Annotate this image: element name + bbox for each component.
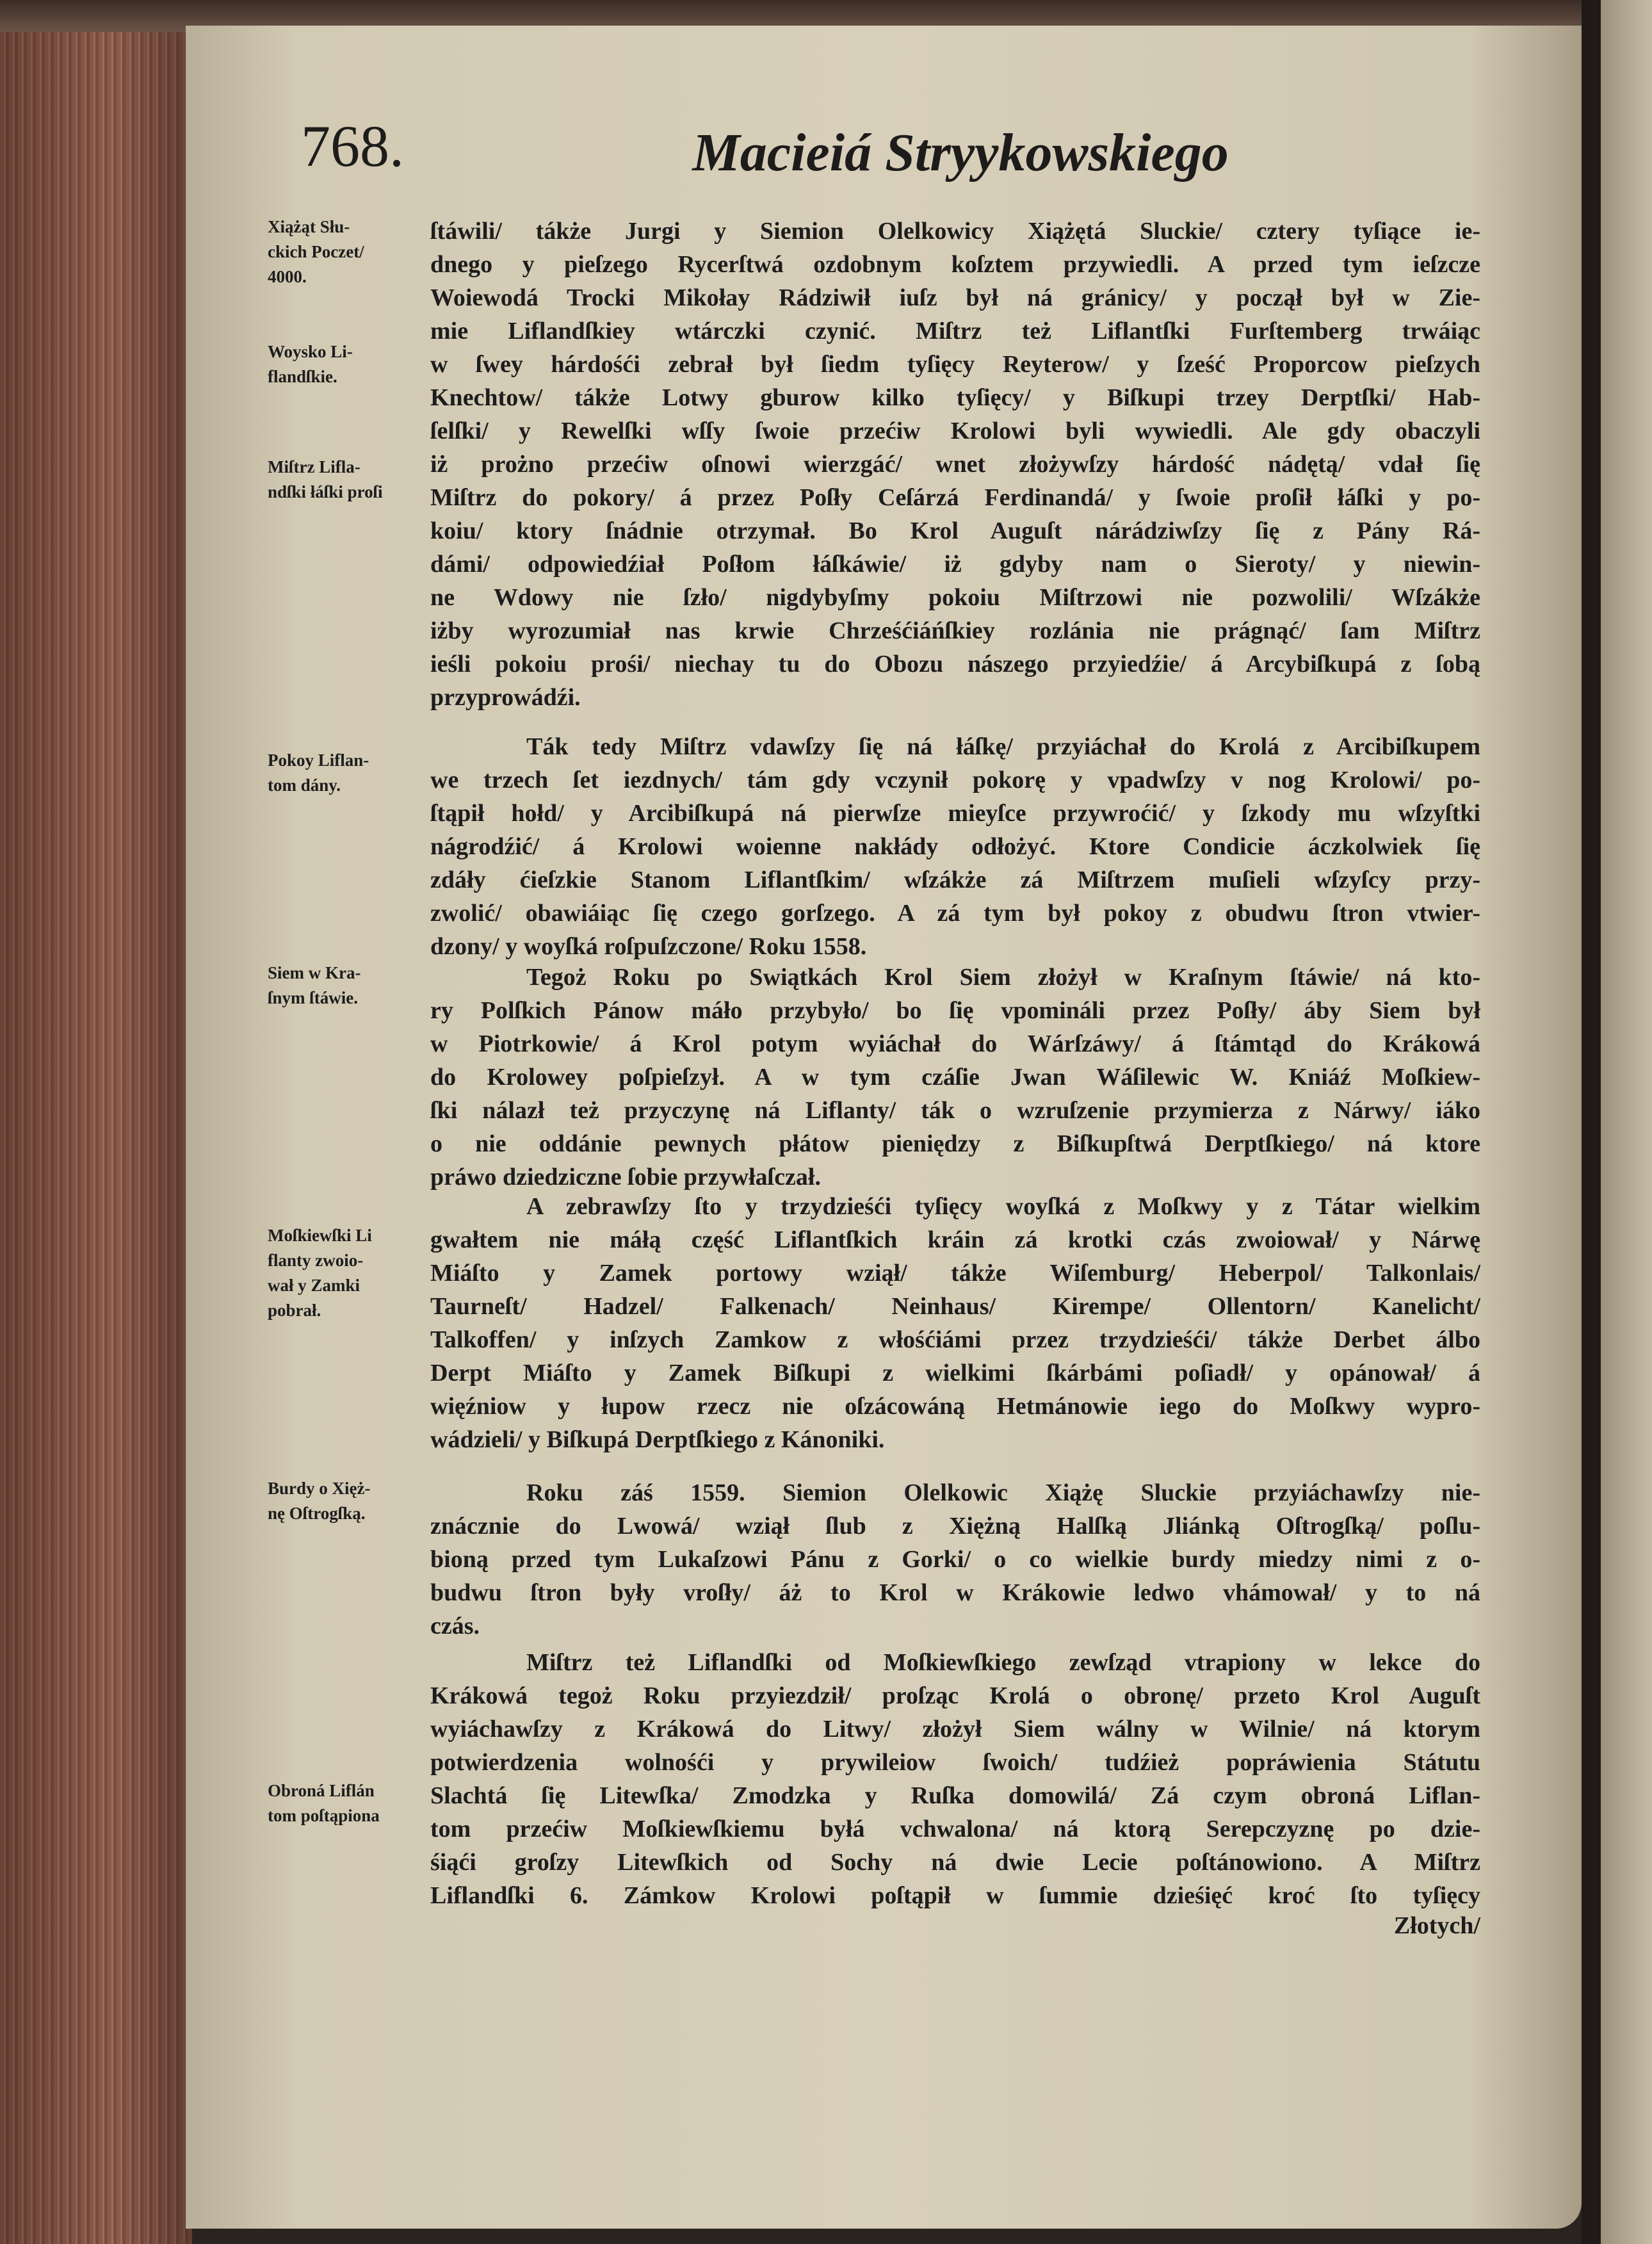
text-line: dámi/ odpowiedźiał Poſłom łáſkáwie/ iż gdyby nam o Sieroty/ y niewin- — [430, 551, 1480, 578]
text-line: iż prożno przećiw oſnowi wierzgáć/ wnet złożywſzy hárdość nádętą/ vdał ſię — [430, 451, 1480, 478]
text-line: potwierdzenia wolnośći y prywileiow ſwoich/ tudźież popráwienia Státutu — [430, 1749, 1480, 1776]
text-line: do Krolowey poſpieſzył. A w tym czáſie Jwan Wáſilewic W. Kniáź Moſkiew- — [430, 1064, 1480, 1091]
text-line: Miáſto y Zamek portowy wziął/ tákże Wiſemburg/ Heberpol/ Talkonlais/ — [430, 1260, 1480, 1287]
margin-note-line: tom dány. — [268, 776, 341, 795]
text-line: ry Polſkich Pánow máło przybyło/ bo ſię vpomináli przez Poſły/ áby Siem był — [430, 997, 1480, 1024]
paragraph — [430, 1190, 1480, 1456]
text-line: dnego y pieſzego Rycerſtwá ozdobnym koſztem przywiedli. A przed tym ieſzcze — [430, 251, 1480, 278]
text-line: Slachtá ſię Litewſka/ Zmodzka y Ruſka domowilá/ Zá czym obroná Liflan- — [430, 1782, 1480, 1809]
text-line: w Piotrkowie/ á Krol potym wyiáchał do Wárſzáwy/ á ſtámtąd do Krákowá — [430, 1030, 1480, 1057]
text-line: Taurneſt/ Hadzel/ Falkenach/ Neinhaus/ Kirempe/ Ollentorn/ Kanelicht/ — [430, 1293, 1480, 1320]
text-line: Tegoż Roku po Swiątkách Krol Siem złożył w Kraſnym ſtáwie/ ná kto- — [526, 964, 1480, 991]
running-title: Macieiá Stryykowskiego — [692, 123, 1229, 183]
margin-note — [268, 1778, 425, 1828]
margin-note — [268, 1223, 425, 1323]
text-line: budwu ſtron były vroſły/ áż to Krol w Krákowie ledwo vhámował/ y to ná — [430, 1579, 1480, 1606]
facing-page-sliver — [1601, 0, 1652, 2244]
text-line: ſki nálazł też przyczynę ná Liflanty/ ták o wzruſzenie przymierza z Nárwy/ iáko — [430, 1097, 1480, 1124]
margin-note-line: ckich Poczet/ — [268, 242, 364, 261]
text-line: we trzech ſet iezdnych/ tám gdy vczynił pokorę y vpadwſzy v nog Krolowi/ po- — [430, 767, 1480, 793]
text-line: więźniow y łupow rzecz nie oſzácowáną Hetmánowie iego do Moſkwy wypro- — [430, 1393, 1480, 1420]
text-line: czás. — [430, 1613, 480, 1639]
page-edge-shadow — [0, 0, 192, 2244]
text-line: Krákowá tegoż Roku przyiezdził/ proſząc Krolá o obronę/ przeto Krol Auguſt — [430, 1682, 1480, 1709]
text-line: wádzieli/ y Biſkupá Derptſkiego z Kánoniki. — [430, 1426, 885, 1453]
text-line: Miſtrz do pokory/ á przez Poſły Ceſárzá Ferdinandá/ y ſwoie proſił łáſki y po- — [430, 484, 1480, 511]
text-line: A zebrawſzy ſto y trzydzieśći tyſięcy woyſká z Moſkwy y z Tátar wielkim — [526, 1193, 1480, 1220]
margin-note-line: Obroná Liflán — [268, 1781, 375, 1800]
text-line: dzony/ y woyſká roſpuſzczone/ Roku 1558. — [430, 933, 867, 960]
margin-note-line: ſnym ſtáwie. — [268, 988, 358, 1007]
text-line: Ták tedy Miſtrz vdawſzy ſię ná łáſkę/ przyiáchał do Krolá z Arcibiſkupem — [526, 733, 1480, 760]
text-line: zwolić/ obawiáiąc ſię czego gorſzego. A zá tym był pokoy z obudwu ſtron vtwier- — [430, 900, 1480, 927]
text-line: w ſwey hárdośći zebrał był ſiedm tyſięcy Reyterow/ y ſześć Proporcow pieſzych — [430, 351, 1480, 378]
catchword: Złotych/ — [1393, 1912, 1480, 1939]
paragraph — [430, 215, 1480, 714]
margin-note-line: wał y Zamki — [268, 1276, 360, 1295]
text-line: práwo dziedziczne ſobie przywłaſczał. — [430, 1164, 821, 1191]
text-line: Miſtrz też Liflandſki od Moſkiewſkiego zewſząd vtrapiony w lekce do — [526, 1649, 1480, 1676]
margin-note-line: flanty zwoio- — [268, 1251, 364, 1270]
margin-note-line: Moſkiewſki Li — [268, 1226, 372, 1245]
text-line: iżby wyrozumiał nas krwie Chrześćiáńſkiey rozlánia nie prágnąć/ ſam Miſtrz — [430, 617, 1480, 644]
text-line: mie Liflandſkiey wtárczki czynić. Miſtrz też Liflantſki Furſtemberg trwáiąc — [430, 318, 1480, 345]
margin-note-line: Woysko Li- — [268, 342, 353, 361]
text-line: bioną przed tym Lukaſzowi Pánu z Gorki/ o co wielkie burdy miedzy nimi z o- — [430, 1546, 1480, 1573]
page-number: 768. — [301, 113, 404, 179]
text-line: gwałtem nie máłą część Liflantſkich kráin zá krotki czás zwoiował/ y Nárwę — [430, 1226, 1480, 1253]
margin-note — [268, 961, 425, 1011]
text-line: o nie oddánie pewnych płátow pieniędzy z Biſkupſtwá Derptſkiego/ ná ktore — [430, 1130, 1480, 1157]
text-line: ne Wdowy nie ſzło/ nigdybyſmy pokoiu Miſtrzowi nie pozwolili/ Wſzákże — [430, 584, 1480, 611]
text-line: zdáły ćieſzkie Stanom Liflantſkim/ wſzákże zá Miſtrzem muſieli wſzyſcy przy- — [430, 866, 1480, 893]
text-line: ſtáwili/ tákże Jurgi y Siemion Olelkowicy Xiążętá Sluckie/ cztery tyſiące ie- — [430, 218, 1480, 245]
paragraph — [430, 1646, 1480, 1912]
text-line: Derpt Miáſto y Zamek Biſkupi z wielkimi ſkárbámi poſiadł/ y opánował/ á — [430, 1360, 1480, 1386]
margin-note — [268, 339, 425, 389]
text-line: tom przećiw Moſkiewſkiemu byłá vchwalona/ ná ktorą Serepczyznę po dzie- — [430, 1816, 1480, 1842]
margin-note-line: 4000. — [268, 267, 307, 286]
book-gutter — [1582, 0, 1601, 2244]
margin-note — [268, 215, 425, 289]
text-line: Roku záś 1559. Siemion Olelkowic Xiążę Sluckie przyiáchawſzy nie- — [526, 1479, 1480, 1506]
paragraph — [430, 730, 1480, 963]
margin-note — [268, 1476, 425, 1526]
text-line: Woiewodá Trocki Mikołay Rádziwił iuſz był ná gránicy/ y począł był w Zie- — [430, 284, 1480, 311]
margin-note — [268, 455, 425, 505]
margin-note-line: pobrał. — [268, 1301, 321, 1320]
text-line: ſelſki/ y Rewelſki wſſy ſwoie przećiw Krolowi byli wywiedli. Ale gdy obaczyli — [430, 418, 1480, 444]
margin-note-line: nę Oſtrogſką. — [268, 1504, 366, 1523]
margin-note-line: Burdy o Xięż- — [268, 1479, 371, 1498]
margin-note-line: Siem w Kra- — [268, 963, 361, 982]
text-line: koiu/ ktory ſnádnie otrzymał. Bo Krol Auguſt nárádziwſzy ſię z Pány Rá- — [430, 517, 1480, 544]
paragraph — [430, 1476, 1480, 1643]
text-line: Knechtow/ tákże Lotwy gburow kilko tyſięcy/ y Biſkupi trzey Derptſki/ Hab- — [430, 384, 1480, 411]
text-line: przyprowádźi. — [430, 684, 581, 711]
margin-note — [268, 748, 425, 798]
text-line: ſtąpił hołd/ y Arcibiſkupá ná pierwſze mieyſce przywroćić/ y ſzkody mu wſzyſtki — [430, 800, 1480, 827]
margin-note-line: Pokoy Liflan- — [268, 751, 369, 770]
margin-note-line: tom poſtąpiona — [268, 1806, 380, 1825]
text-line: Liflandſki 6. Zámkow Krolowi poſtąpił w ſummie dzieśięć kroć ſto tyſięcy — [430, 1882, 1480, 1909]
text-line: ieśli pokoiu prośi/ niechay tu do Obozu nászego przyiedźie/ á Arcybiſkupá z ſobą — [430, 651, 1480, 678]
paragraph — [430, 961, 1480, 1194]
text-line: znácznie do Lwowá/ wziął ſlub z Xiężną Halſką Jliánką Oſtrogſką/ poſlu- — [430, 1513, 1480, 1540]
margin-note-line: flandſkie. — [268, 367, 337, 386]
text-line: nágrodźić/ á Krolowi woienne nakłády odłożyć. Ktore Condicie áczkolwiek ſię — [430, 833, 1480, 860]
margin-note-line: Xiążąt Słu- — [268, 217, 350, 236]
text-line: Talkoffen/ y inſzych Zamkow z włośćiámi przez trzydzieśći/ tákże Derbet álbo — [430, 1326, 1480, 1353]
margin-note-line: ndſki łáſki proſi — [268, 482, 383, 501]
margin-note-line: Miſtrz Lifla- — [268, 457, 360, 476]
text-line: wyiáchawſzy z Krákowá do Litwy/ złożył Siem wálny w Wilnie/ ná ktorym — [430, 1716, 1480, 1743]
text-line: śiąći groſzy Litewſkich od Sochy ná dwie Lecie poſtánowiono. A Miſtrz — [430, 1849, 1480, 1876]
